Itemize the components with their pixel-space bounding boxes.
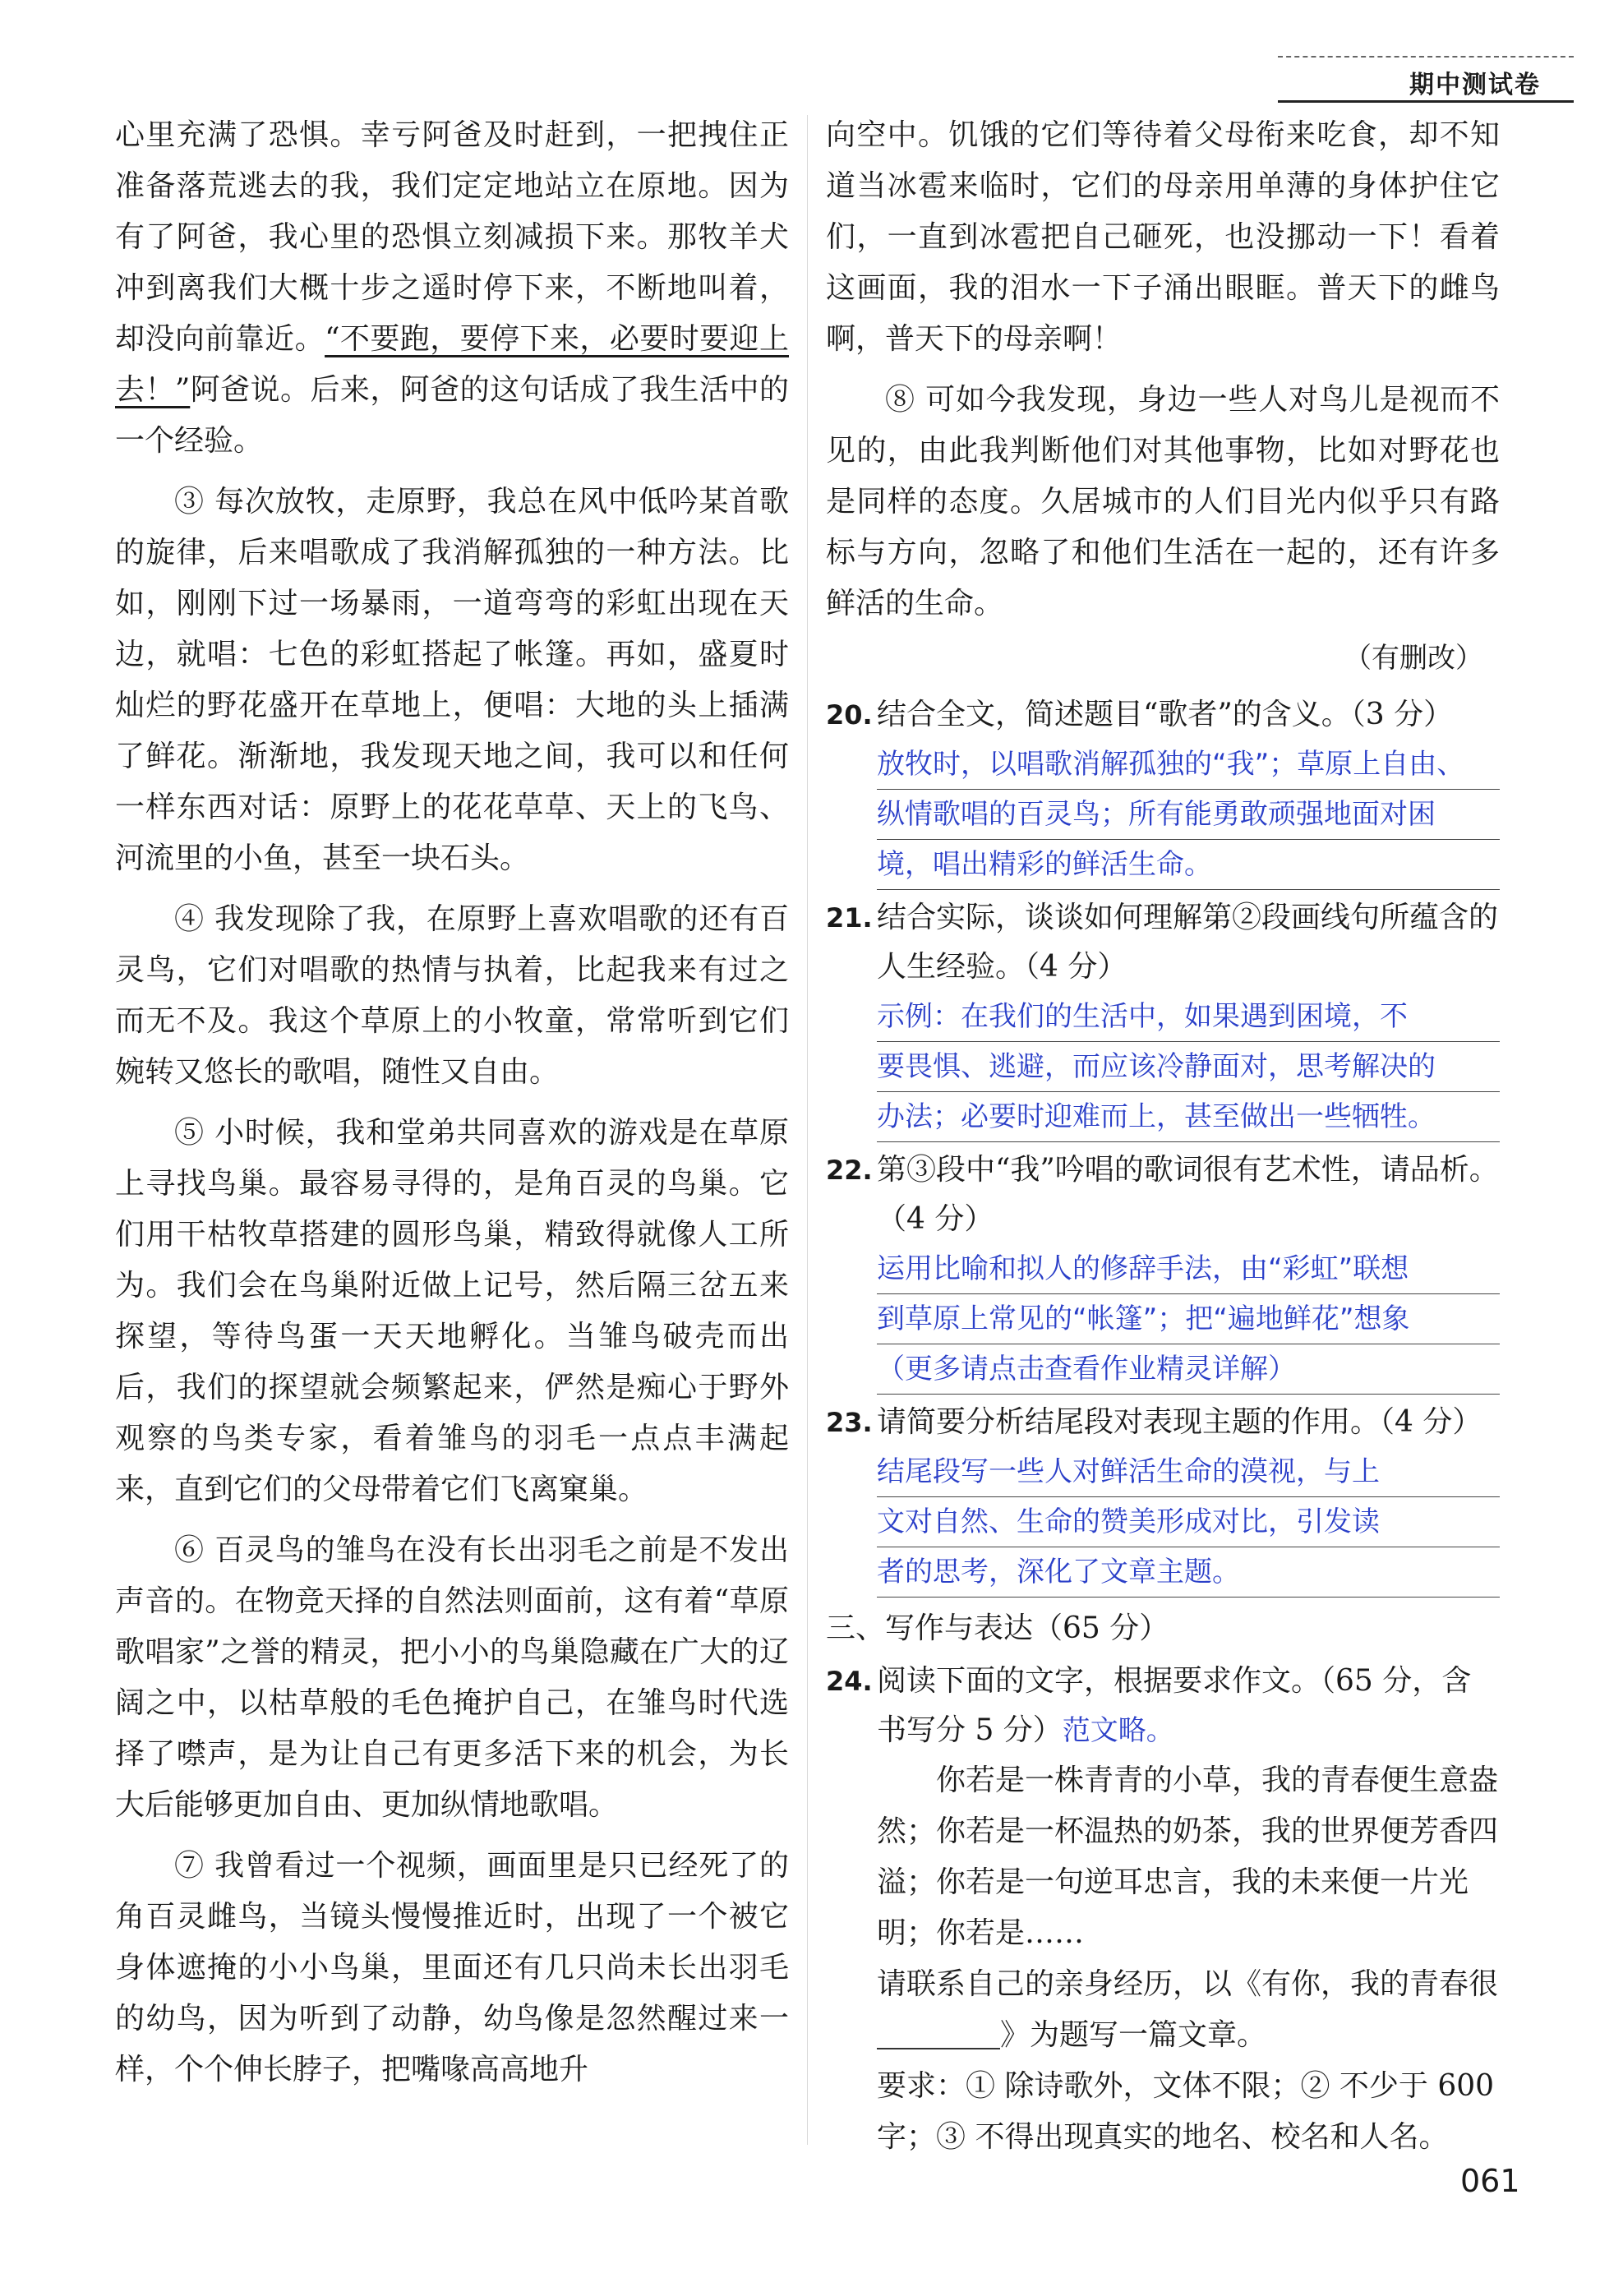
paragraph-5: ⑤ 小时候，我和堂弟共同喜欢的游戏是在草原上寻找鸟巢。最容易寻得的，是角百灵的鸟巢。它们用干枯牧草搭建的圆形鸟巢，精致得就像人工所为。我们会在鸟巢附近做上记号，然后隔三岔五来探望，等待鸟蛋一天天地孵化。当雏鸟破壳而出后，我们的探望就会频繁起来，俨然是痴心于野外观察的鸟类专家，看着雏鸟的羽毛一点点丰满起来，直到它们的父母带着它们飞离窠巢。: [115, 1116, 789, 1506]
page-header: [1278, 56, 1574, 103]
paragraph-2-tail: 阿爸说。后来，阿爸的这句话成了我生活中的一个经验。: [115, 373, 789, 458]
question-text: 请简要分析结尾段对表现主题的作用。（4 分）: [877, 1405, 1482, 1439]
answer-24: 范文略。: [1062, 1714, 1174, 1747]
question-number: 24.: [826, 1666, 873, 1697]
more-details-link[interactable]: （更多请点击查看作业精灵详解）: [877, 1344, 1500, 1395]
answer-23: [877, 1447, 1500, 1598]
question-23: [826, 1398, 1500, 1598]
paragraph-7-continued: 向空中。饥饿的它们等待着父母衔来吃食，却不知道当冰雹来临时，它们的母亲用单薄的身体护住它们，一直到冰雹把自己砸死，也没挪动一下！看着这画面，我的泪水一下子涌出眼眶。普天下的雌鸟啊，普天下的母亲啊！: [826, 118, 1500, 356]
right-column: [826, 110, 1500, 2163]
essay-requirements: 要求：① 除诗歌外，文体不限；② 不少于 600 字；③ 不得出现真实的地名、校名和人名。: [877, 2069, 1495, 2154]
essay-task-end: 》为题写一篇文章。: [1000, 2018, 1267, 2052]
question-number: 23.: [826, 1407, 873, 1438]
question-24-text: 阅读下面的文字，根据要求作文。（65 分，含书写分 5 分）: [877, 1664, 1472, 1747]
answer-21: [877, 992, 1500, 1142]
left-column: [115, 110, 789, 2095]
title-blank: [877, 2015, 1000, 2049]
answer-line: 结尾段写一些人对鲜活生命的漠视，与上: [877, 1447, 1500, 1497]
section-heading: 三、写作与表达（65 分）: [826, 1611, 1169, 1645]
answer-line: 者的思考，深化了文章主题。: [877, 1547, 1500, 1598]
answer-line: 放牧时，以唱歌消解孤独的“我”；草原上自由、: [877, 740, 1500, 790]
question-text: [877, 1657, 1500, 1755]
paragraph-6: ⑥ 百灵鸟的雏鸟在没有长出羽毛之前是不发出声音的。在物竞天择的自然法则面前，这有着“草原歌唱家”之誉的精灵，把小小的鸟巢隐藏在广大的辽阔之中，以枯草般的毛色掩护自己，在雏鸟时代选择了噤声，是为让自己有更多活下来的机会，为长大后能够更加自由、更加纵情地歌唱。: [115, 1533, 789, 1822]
paragraph-2-continued: [115, 110, 789, 467]
answer-line: 示例：在我们的生活中，如果遇到困境，不: [877, 992, 1500, 1042]
paragraph-2-text: 心里充满了恐惧。幸亏阿爸及时赶到，一把拽住正准备落荒逃去的我，我们定定地站立在原地。因为有了阿爸，我心里的恐惧立刻减损下来。那牧羊犬冲到离我们大概十步之遥时停下来，不断地叫着，却没向前靠近。: [115, 118, 789, 356]
paragraph-8: ⑧ 可如今我发现，身边一些人对鸟儿是视而不见的，由此我判断他们对其他事物，比如对野花也是同样的态度。久居城市的人们目光内似乎只有路标与方向，忽略了和他们生活在一起的，还有许多鲜活的生命。: [826, 383, 1500, 620]
column-divider: [807, 115, 808, 2145]
question-number: 22.: [826, 1155, 873, 1186]
answer-line: 境，唱出精彩的鲜活生命。: [877, 840, 1500, 890]
question-21: [826, 893, 1500, 1142]
answer-20: [877, 740, 1500, 890]
paragraph-4: ④ 我发现除了我，在原野上喜欢唱歌的还有百灵鸟，它们对唱歌的热情与执着，比起我来有过之而无不及。我这个草原上的小牧童，常常听到它们婉转又悠长的歌唱，随性又自由。: [115, 902, 789, 1089]
answer-line: 运用比喻和拟人的修辞手法，由“彩虹”联想: [877, 1244, 1500, 1294]
answer-line: 纵情歌唱的百灵鸟；所有能勇敢顽强地面对困: [877, 790, 1500, 840]
essay-prompt: 你若是一株青青的小草，我的青春便生意盎然；你若是一杯温热的奶茶，我的世界便芳香四溢；你若是一句逆耳忠言，我的未来便一片光明；你若是……: [877, 1763, 1499, 1950]
question-22: [826, 1146, 1500, 1395]
underlined-sentence: “不要跑，要停下来，必要时要迎上去！”: [115, 322, 789, 407]
question-20: [826, 690, 1500, 890]
paragraph-3: ③ 每次放牧，走原野，我总在风中低吟某首歌的旋律，后来唱歌成了我消解孤独的一种方法。比如，刚刚下过一场暴雨，一道弯弯的彩虹出现在天边，就唱：七色的彩虹搭起了帐篷。再如，盛夏时灿烂的野花盛开在草地上，便唱：大地的头上插满了鲜花。渐渐地，我发现天地之间，我可以和任何一样东西对话：原野上的花花草草、天上的飞鸟、河流里的小鱼，甚至一块石头。: [115, 485, 789, 875]
page-number: 061: [1460, 2163, 1520, 2199]
essay-task-text: 请联系自己的亲身经历，以《有你，我的青春很: [877, 1967, 1499, 2001]
question-text: 结合实际，谈谈如何理解第②段画线句所蕴含的人生经验。（4 分）: [877, 901, 1499, 984]
answer-line: 要畏惧、逃避，而应该冷静面对，思考解决的: [877, 1042, 1500, 1092]
answer-line: 文对自然、生命的赞美形成对比，引发读: [877, 1497, 1500, 1547]
question-24: [826, 1657, 1500, 2163]
essay-task: [877, 1959, 1500, 2061]
paragraph-7: ⑦ 我曾看过一个视频，画面里是只已经死了的角百灵雌鸟，当镜头慢慢推近时，出现了一个被它身体遮掩的小小鸟巢，里面还有几只尚未长出羽毛的幼鸟，因为听到了动静，幼鸟像是忽然醒过来一样，个个伸长脖子，把嘴喙高高地升: [115, 1849, 789, 2086]
question-number: 20.: [826, 699, 873, 731]
source-note: （有删改）: [1344, 642, 1483, 675]
answer-line: 到草原上常见的“帐篷”；把“遍地鲜花”想象: [877, 1294, 1500, 1344]
answer-22: [877, 1244, 1500, 1395]
question-text: 第③段中“我”吟唱的歌词很有艺术性，请品析。（4 分）: [877, 1153, 1499, 1236]
question-text: 结合全文，简述题目“歌者”的含义。（3 分）: [877, 698, 1454, 731]
header-title: 期中测试卷: [1409, 71, 1541, 99]
answer-line: 办法；必要时迎难而上，甚至做出一些牺牲。: [877, 1092, 1500, 1142]
question-number: 21.: [826, 902, 873, 934]
